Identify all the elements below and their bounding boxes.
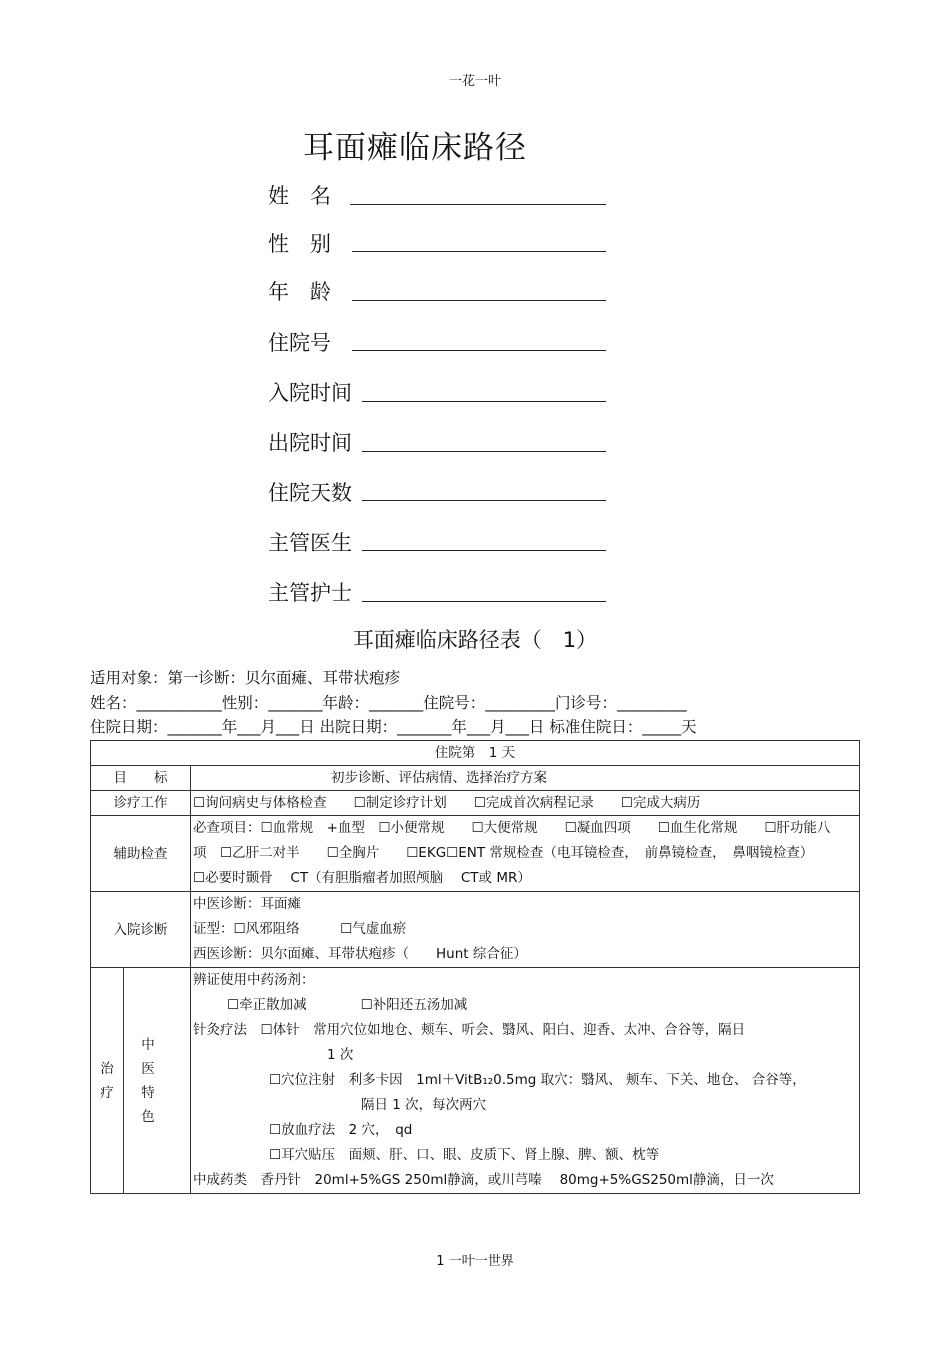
field-age: 年 龄 bbox=[268, 280, 331, 304]
meta-line-2: 姓名：___________性别：_______年龄：_______住院号：_________门诊号：_________ bbox=[90, 694, 687, 712]
field-discharge-time: 出院时间 bbox=[268, 431, 352, 455]
treat-line: ☐放血疗法 2 穴， qd bbox=[269, 1122, 413, 1138]
treat-value bbox=[191, 968, 860, 1194]
tcm-label: 中 医 特 色 bbox=[124, 968, 191, 1194]
work-value: ☐询问病史与体格检查 ☐制定诊疗计划 ☐完成首次病程记录 ☐完成大病历 bbox=[191, 791, 860, 816]
field-age-line bbox=[352, 300, 606, 301]
diag-line: 西医诊断：贝尔面瘫、耳带状疱疹（ Hunt 综合征） bbox=[193, 946, 527, 962]
table-title: 耳面瘫临床路径表（ 1） bbox=[352, 628, 598, 652]
field-doctor: 主管医生 bbox=[268, 531, 352, 555]
exam-line: ☐必要时颞骨 CT（有胆脂瘤者加照颅脑 CT或 MR） bbox=[193, 870, 531, 886]
field-gender-line bbox=[352, 251, 606, 252]
table-row bbox=[91, 892, 860, 968]
table-row bbox=[91, 816, 860, 892]
meta-line-3: 住院日期：_______年___月___日 出院日期：_______年___月___日 标准住院日：_____天 bbox=[90, 718, 697, 736]
pathway-table bbox=[90, 740, 860, 1194]
field-hospital-no-line bbox=[352, 350, 606, 351]
field-stay-days: 住院天数 bbox=[268, 481, 352, 505]
table-row bbox=[91, 791, 860, 816]
page-header: 一花一叶 bbox=[448, 74, 501, 89]
treat-line: ☐耳穴贴压 面颊、肝、口、眼、皮质下、肾上腺、脾、额、枕等 bbox=[269, 1147, 660, 1163]
field-admit-time-line bbox=[362, 401, 606, 402]
treat-label: 治 疗 bbox=[91, 968, 124, 1194]
field-name: 姓 名 bbox=[268, 184, 331, 208]
exam-line: 项 ☐乙肝二对半 ☐全胸片 ☐EKG☐ENT 常规检查（电耳镜检查， 前鼻镜检查， 鼻咽镜检查） bbox=[193, 845, 814, 861]
diag-value bbox=[191, 892, 860, 968]
treat-line: 辨证使用中药汤剂： bbox=[193, 972, 315, 988]
treat-line: 针灸疗法 ☐体针 常用穴位如地仓、颊车、听会、翳风、阳白、迎香、太冲、合谷等，隔日 bbox=[193, 1022, 746, 1038]
treat-line: 1 次 bbox=[327, 1047, 354, 1063]
field-stay-days-line bbox=[362, 500, 606, 501]
exam-label: 辅助检查 bbox=[91, 816, 191, 892]
diag-label: 入院诊断 bbox=[91, 892, 191, 968]
field-hospital-no: 住院号 bbox=[268, 331, 331, 355]
field-discharge-time-line bbox=[362, 451, 606, 452]
exam-line: 必查项目：☐血常规 +血型 ☐小便常规 ☐大便常规 ☐凝血四项 ☐血生化常规 ☐肝功能八 bbox=[193, 820, 831, 836]
page-footer: 1 一叶一世界 bbox=[436, 1254, 514, 1269]
field-name-line bbox=[350, 204, 606, 205]
diag-line: 证型：☐风邪阻络 ☐气虚血瘀 bbox=[193, 921, 407, 937]
exam-value bbox=[191, 816, 860, 892]
field-nurse: 主管护士 bbox=[268, 581, 352, 605]
table-row bbox=[91, 766, 860, 791]
treat-line: 中成药类 香丹针 20ml+5%GS 250ml静滴，或川芎嗪 80mg+5%GS250ml静滴，日一次 bbox=[193, 1172, 774, 1188]
treat-line: ☐牵正散加减 ☐补阳还五汤加减 bbox=[227, 997, 468, 1013]
treat-line: ☐穴位注射 利多卡因 1ml＋VitB₁₂0.5mg 取穴：翳风、 颊车、下关、地仓、 合谷等， bbox=[269, 1072, 806, 1088]
field-doctor-line bbox=[362, 550, 606, 551]
day-header: 住院第 1 天 bbox=[91, 741, 860, 766]
goal-value: 初步诊断、评估病情、选择治疗方案 bbox=[191, 766, 860, 791]
treat-line: 隔日 1 次，每次两穴 bbox=[361, 1097, 487, 1113]
goal-label: 目 标 bbox=[91, 766, 191, 791]
diag-line: 中医诊断：耳面瘫 bbox=[193, 896, 301, 912]
table-row bbox=[91, 968, 860, 1194]
page-title: 耳面瘫临床路径 bbox=[303, 130, 527, 166]
field-admit-time: 入院时间 bbox=[268, 381, 352, 405]
field-nurse-line bbox=[362, 601, 606, 602]
meta-line-1: 适用对象：第一诊断：贝尔面瘫、耳带状疱疹 bbox=[90, 669, 401, 687]
field-gender: 性 别 bbox=[268, 232, 331, 256]
work-label: 诊疗工作 bbox=[91, 791, 191, 816]
table-row bbox=[91, 741, 860, 766]
